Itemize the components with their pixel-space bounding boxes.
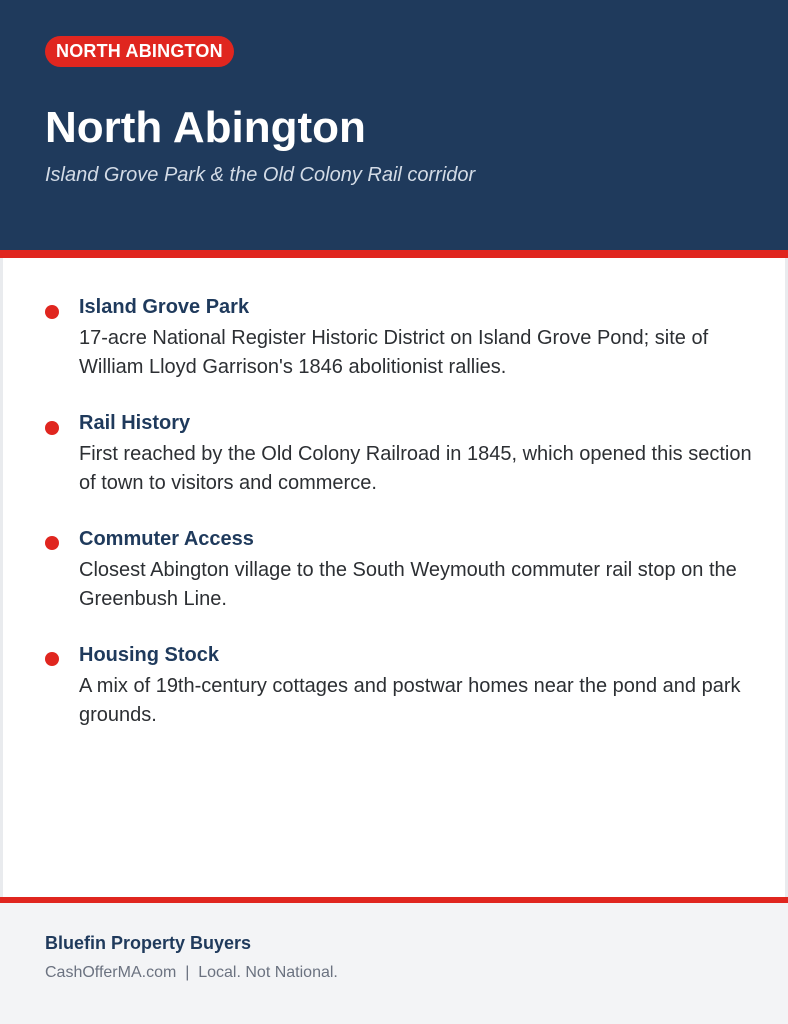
item-text: First reached by the Old Colony Railroad in 1845, which opened this section of town to visitors and commerce. <box>79 443 752 494</box>
header-divider <box>0 250 788 258</box>
location-badge: NORTH ABINGTON <box>45 36 234 67</box>
page-subtitle: Island Grove Park & the Old Colony Rail corridor <box>45 164 476 186</box>
item-text: Closest Abington village to the South Weymouth commuter rail stop on the Greenbush Line. <box>79 559 737 610</box>
footer <box>0 903 788 1024</box>
separator: | <box>185 964 190 981</box>
slogan-text: Local. Not National. <box>198 964 338 981</box>
item-title: Commuter Access <box>79 528 254 550</box>
item-text: 17-acre National Register Historic District on Island Grove Pond; site of William Lloyd Garrison's 1846 abolitionist rallies. <box>79 327 709 378</box>
content-panel <box>3 258 785 897</box>
item-text: A mix of 19th-century cottages and postwar homes near the pond and park grounds. <box>79 675 741 726</box>
item-title: Housing Stock <box>79 644 220 666</box>
page-title: North Abington <box>45 103 366 152</box>
bullet-icon <box>45 305 59 319</box>
brand-name: Bluefin Property Buyers <box>45 933 252 953</box>
footer-tagline <box>45 963 338 983</box>
item-title: Rail History <box>79 412 191 434</box>
website-text: CashOfferMA.com <box>45 964 177 981</box>
bullet-icon <box>45 536 59 550</box>
bullet-icon <box>45 652 59 666</box>
item-title: Island Grove Park <box>79 296 250 318</box>
bullet-icon <box>45 421 59 435</box>
header-banner <box>0 0 788 250</box>
